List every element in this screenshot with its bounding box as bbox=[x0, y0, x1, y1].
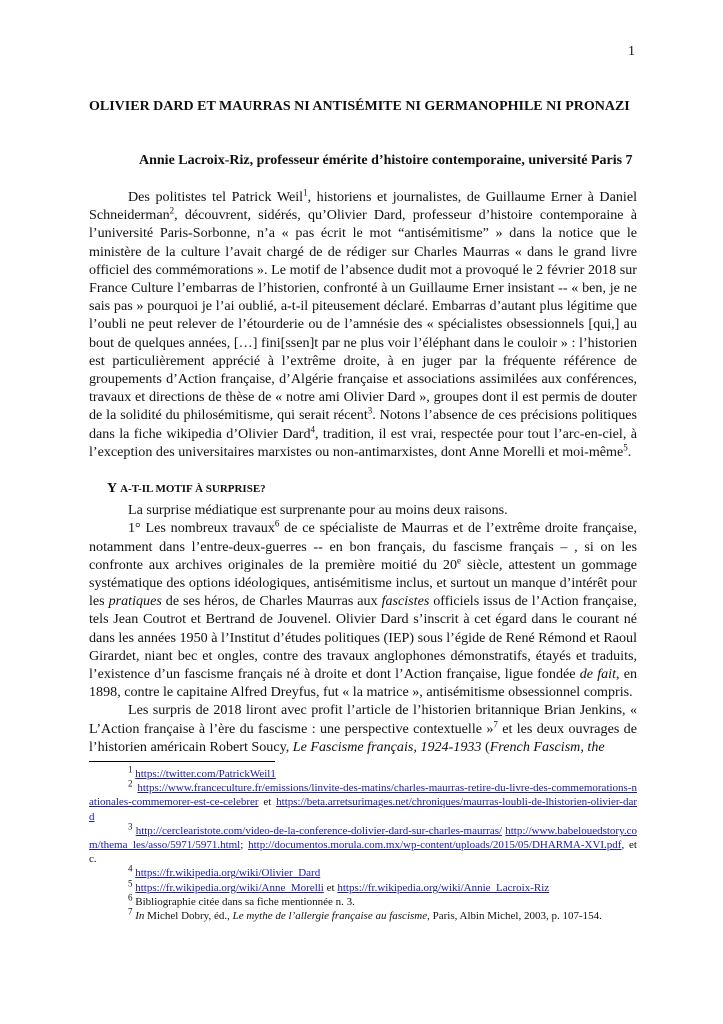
footnote-link[interactable]: https://fr.wikipedia.org/wiki/Olivier_Dard bbox=[135, 867, 321, 880]
page-number: 1 bbox=[628, 44, 635, 59]
footnote-ref[interactable]: 7 bbox=[493, 719, 498, 729]
footnote-ref[interactable]: 2 bbox=[169, 205, 175, 216]
footnote-ref[interactable]: 1 bbox=[303, 187, 308, 198]
footnote-3: $^3$ http://cerclearistote.com/video-de-la-conference-dolivier-dard-sur-charles-maurras/ http://www.babelouedstory.com/thema_les/asso/5971/5971.html; http://documentos.morula.com.mx/wp-content/uploads/2015/05/DHARMA-XVI.pdf, etc. bbox=[89, 821, 638, 866]
paragraph-surprise: La surprise médiatique est surprenante pour au moins deux raisons. bbox=[128, 502, 508, 519]
footnote-2: $^2$ https://www.franceculture.fr/emissions/linvite-des-matins/charles-maurras-retire-du-livre-des-commemorations-nationales-commemorer-est-ce-celebrer et https://beta.arretsurimages.net/chroniques/maurras-loubli-de-lhistorien-olivier-dard bbox=[89, 778, 637, 823]
footnote-link[interactable]: http://cerclearistote.com/video-de-la-conference-dolivier-dard-sur-charles-maurras/ bbox=[135, 824, 503, 837]
footnote-ref[interactable]: 6 bbox=[274, 518, 280, 529]
author-line: Annie Lacroix-Riz, professeur émérite d’histoire contemporaine, université Paris 7 bbox=[139, 153, 633, 168]
footnote-link[interactable]: https://beta.arretsurimages.net/chroniques/maurras-loubli-de-lhistorien-olivier-dard bbox=[89, 796, 637, 823]
paragraph-intro: Des politistes tel Patrick Weil$^1$, historiens et journalistes, de Guillaume Erner à Daniel Schneiderman$^2$, découvrent, sidérés, qu’Olivier Dard, professeur d’histoire contemporaine à l’université Paris-Sorbonne, n’a « pas écrit le mot “antisémitisme” » dans la notice que le ministère de la culture l’avait chargé de de rédiger sur Charles Maurras « dans le grand livre officiel des commémorations ». Le motif de l’absence dudit mot a provoqué le 2 février 2018 sur France Culture l’embarras de l’historien, confronté à un Guillaume Erner insistant -- « ben, je ne sais pas » pourquoi je l’ai oublié, a-t-il piteusement déclaré. Embarras d’autant plus légitime que l’oubli ne peut relever de l’étourderie ou de l’amnésie des « spécialistes obsessionnels [qui,] au bout de quelques années, […] fini[ssen]t par ne plus voir l’éléphant dans le couloir » : l’historien est particulièrement apprécié à l’extrême droite, à en juger par la fréquente référence de groupements d’Action française, d’Algérie française et associations assimilées aux conférences, travaux et directions de thèse de « notre ami Olivier Dard », groupes dont il est permis de douter de la solidité du philosémitisme, qui serait récent$^3$. Notons l’absence de ces précisions politiques dans la fiche wikipedia d’Olivier Dard$^4$, tradition, il est vrai, respectée pour tout l’arc-en-ciel, à l’exception des universitaires marxistes ou non-antimarxistes, dont Anne Morelli et moi-même$^5$. bbox=[89, 187, 638, 460]
paragraph-references: Les surpris de 2018 liront avec profit l’article de l’historien britannique Brian Jenkins, « L’Action française à l’ère du fascisme : une perspective contextuelle »$^7$ et les deux ouvrages de l’historien américain Robert Soucy, Le Fascisme français, 1924-1933 (French Fascism, the bbox=[89, 702, 637, 755]
footnote-6: $^6$ Bibliographie citée dans sa fiche mentionnée n. 3. bbox=[128, 892, 355, 908]
footnote-separator bbox=[89, 761, 275, 762]
footnote-ref[interactable]: 4 bbox=[310, 423, 316, 434]
footnote-4: $^4$ https://fr.wikipedia.org/wiki/Olivier_Dard bbox=[128, 863, 321, 880]
footnote-link[interactable]: https://twitter.com/PatrickWeil1 bbox=[135, 768, 276, 780]
footnote-5: $^5$ https://fr.wikipedia.org/wiki/Anne_Morelli et https://fr.wikipedia.org/wiki/Annie_Lacroix-Riz bbox=[128, 877, 550, 894]
footnote-link[interactable]: http://documentos.morula.com.mx/wp-content/uploads/2015/05/DHARMA-XVI.pdf bbox=[248, 839, 622, 852]
footnote-ref[interactable]: 5 bbox=[623, 442, 628, 453]
footnote-1: $^1$ https://twitter.com/PatrickWeil1 bbox=[128, 764, 276, 780]
footnote-7: $^7$ In Michel Dobry, éd., Le mythe de l’allergie française au fascisme, Paris, Albin Michel, 2003, p. 107-154. bbox=[128, 906, 602, 923]
footnote-link[interactable]: http://www.babelouedstory.com/thema_les/asso/5971/5971.html bbox=[89, 824, 638, 852]
footnote-ref[interactable]: 3 bbox=[367, 405, 373, 416]
footnote-link[interactable]: https://www.franceculture.fr/emissions/linvite-des-matins/charles-maurras-retire-du-livre-des-commemorations-nationales-commemorer-est-ce-celebrer bbox=[89, 782, 637, 809]
footnote-link[interactable]: https://fr.wikipedia.org/wiki/Annie_Lacroix-Riz bbox=[337, 881, 550, 894]
article-body bbox=[89, 188, 637, 756]
section-heading: Y A-T-IL MOTIF À SURPRISE? bbox=[107, 481, 266, 497]
paragraph-point-1: 1° Les nombreux travaux$^6$ de ce spécialiste de Maurras et de l’extrême droite française, notamment dans l’entre-deux-guerres -- en bon français, du fascisme français – , si on les confronte aux archives originales de la première moitié du 20e siècle, attestent un gommage systématique des options idéologiques, antisémitisme inclus, et surtout un manque d’intérêt pour les pratiques de ses héros, de Charles Maurras aux fascistes officiels issus de l’Action française, tels Jean Coutrot et Bertrand de Jouvenel. Olivier Dard s’inscrit à cet égard dans le courant né dans les années 1950 à l’Institut d’études politiques (IEP) sous l’égide de René Rémond et Raoul Girardet, niant bec et ongles, contre des travaux anglophones démonstratifs, étayés et traduits, l’existence d’un fascisme français né à droite et dont l’Action française, ligue fondée de fait, en 1898, contre le capitaine Alfred Dreyfus, fut « la matrice », antisémitisme obsessionnel compris. bbox=[89, 518, 637, 701]
footnote-link[interactable]: https://fr.wikipedia.org/wiki/Anne_Morelli bbox=[135, 881, 324, 894]
footnotes bbox=[89, 764, 638, 923]
article-title: OLIVIER DARD ET MAURRAS NI ANTISÉMITE NI GERMANOPHILE NI PRONAZI bbox=[89, 99, 630, 114]
